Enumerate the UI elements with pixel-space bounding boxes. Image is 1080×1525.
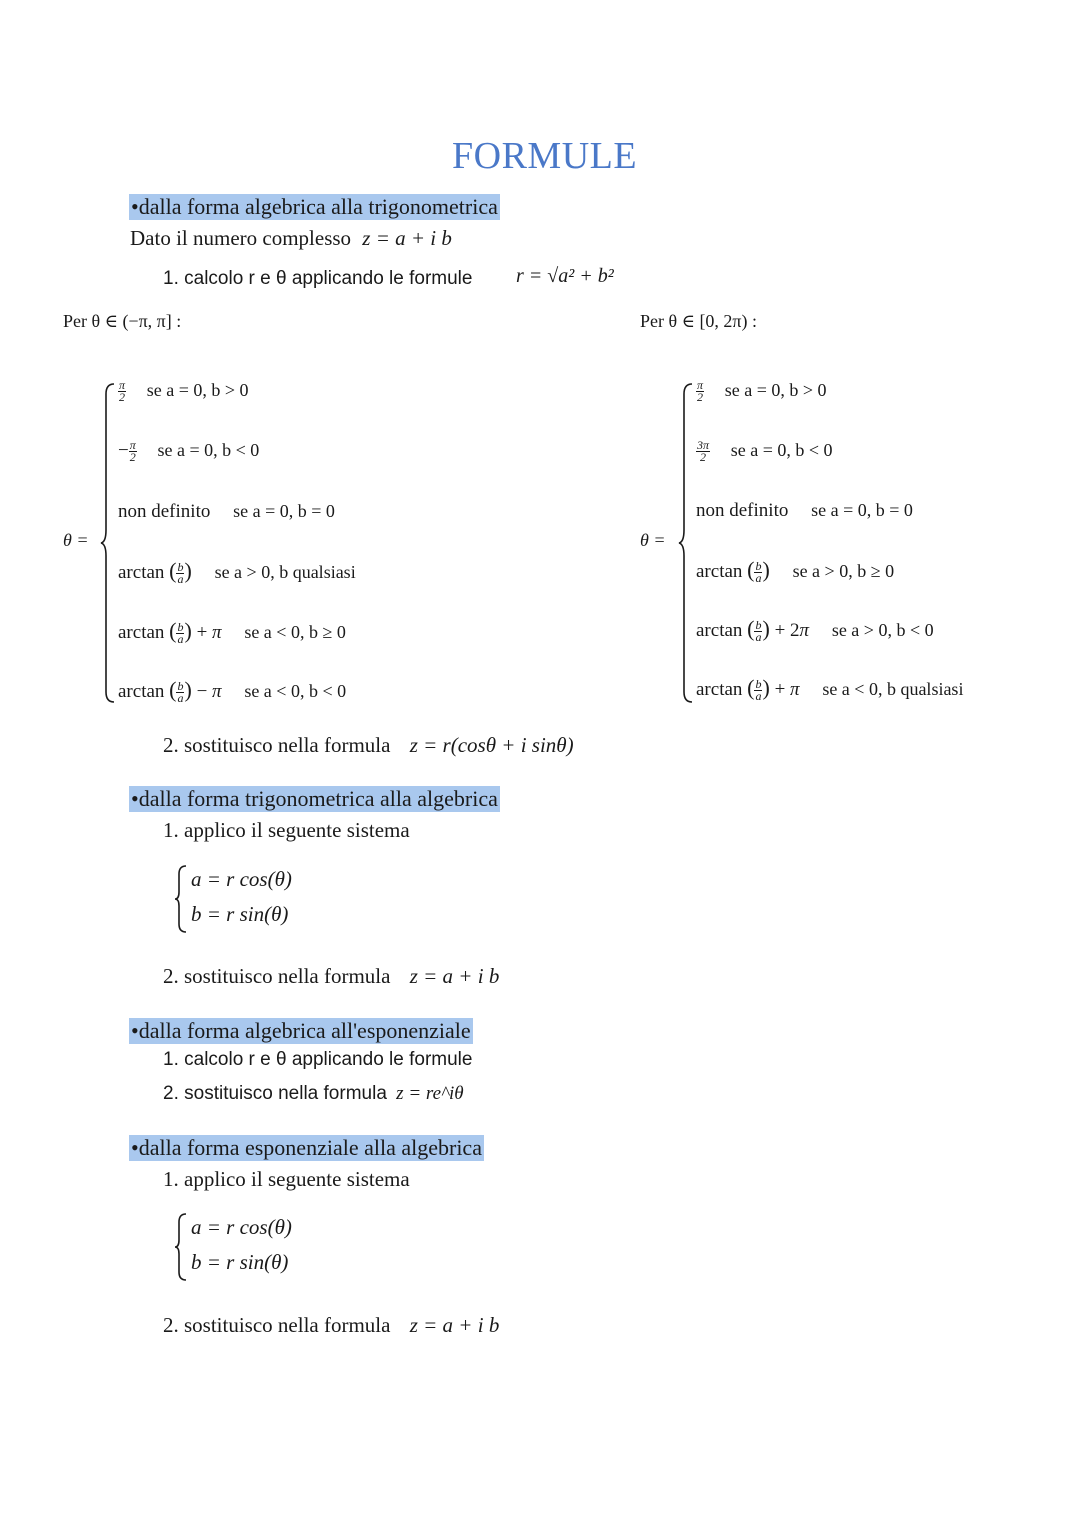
sec2-system-brace xyxy=(174,864,188,934)
trig-formula: z = r(cosθ + i sinθ) xyxy=(409,733,574,757)
left-case-6: arctan ( $\frac{b}{a}$ ) − π se a < 0, b < 0 xyxy=(118,677,347,706)
right-case-4: arctan ( $\frac{b}{a}$ ) se a > 0, b ≥ 0 xyxy=(696,557,895,586)
section-heading-alg-to-exp: •dalla forma algebrica all'esponenziale xyxy=(131,1018,471,1043)
left-case-2: − $\frac{\pi}{2}$ se a = 0, b < 0 xyxy=(118,438,260,465)
sec2-system-b: b = r sin(θ) xyxy=(191,902,289,926)
intro-text: Dato il numero complesso z = a + i b xyxy=(130,226,452,250)
page-title: FORMULE xyxy=(452,135,638,177)
sec3-step2: 2. sostituisco nella formula z = re^iθ xyxy=(163,1083,464,1104)
right-case-1: $\frac{\pi}{2}$ se a = 0, b > 0 xyxy=(697,378,827,405)
right-case-3: non definito se a = 0, b = 0 xyxy=(696,500,913,521)
sec3-step1: 1. calcolo r e θ applicando le formule xyxy=(163,1049,473,1070)
right-cases-brace xyxy=(678,382,694,704)
left-case-4: arctan ( $\frac{b}{a}$ ) se a > 0, b qualsiasi xyxy=(118,558,356,587)
right-case-6: arctan ( $\frac{b}{a}$ ) + π se a < 0, b qualsiasi xyxy=(696,675,964,704)
sec1-step2: 2. sostituisco nella formula z = r(cosθ + i sinθ) xyxy=(163,733,574,757)
right-domain-label: Per θ ∈ [0, 2π) : xyxy=(640,311,758,331)
sec4-system-brace xyxy=(174,1212,188,1282)
sec4-step2: 2. sostituisco nella formula z = a + i b xyxy=(163,1313,500,1337)
left-domain-label: Per θ ∈ (−π, π] : xyxy=(63,311,182,331)
right-theta-eq: θ = xyxy=(640,530,666,550)
sec4-step1: 1. applico il seguente sistema xyxy=(163,1167,410,1191)
left-cases-brace xyxy=(100,382,116,704)
right-case-2: $\frac{3\pi}{2}$ se a = 0, b < 0 xyxy=(697,438,833,465)
left-case-3: non definito se a = 0, b = 0 xyxy=(118,501,335,522)
left-theta-eq: θ = xyxy=(63,530,89,550)
intro-formula: z = a + i b xyxy=(362,226,452,250)
sec2-step1: 1. applico il seguente sistema xyxy=(163,818,410,842)
sec1-step1: 1. calcolo r e θ applicando le formule xyxy=(163,268,473,289)
sec2-step2: 2. sostituisco nella formula z = a + i b xyxy=(163,964,500,988)
section-heading-alg-to-trig: •dalla forma algebrica alla trigonometrica xyxy=(131,194,498,219)
sec4-system-b: b = r sin(θ) xyxy=(191,1250,289,1274)
sec4-system-a: a = r cos(θ) xyxy=(191,1215,292,1239)
modulus-formula: r = √a² + b² xyxy=(516,265,614,287)
section-heading-trig-to-alg: •dalla forma trigonometrica alla algebrica xyxy=(131,786,498,811)
right-case-5: arctan ( $\frac{b}{a}$ ) + 2π se a > 0, b < 0 xyxy=(696,616,934,645)
section-heading-exp-to-alg: •dalla forma esponenziale alla algebrica xyxy=(131,1135,482,1160)
sec2-system-a: a = r cos(θ) xyxy=(191,867,292,891)
left-case-1: $\frac{\pi}{2}$ se a = 0, b > 0 xyxy=(119,378,249,405)
left-case-5: arctan ( $\frac{b}{a}$ ) + π se a < 0, b ≥ 0 xyxy=(118,618,346,647)
